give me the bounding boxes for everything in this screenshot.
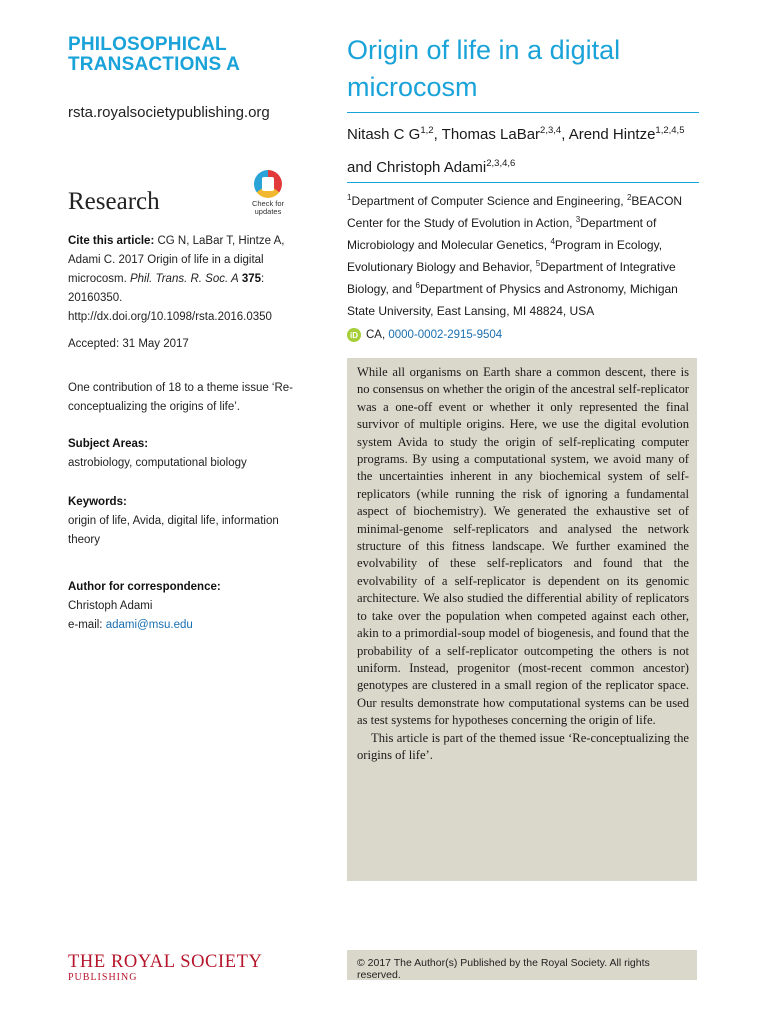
authors-rule <box>347 182 699 183</box>
orcid-prefix: CA, <box>366 329 389 341</box>
orcid-icon: iD <box>347 328 361 342</box>
affil-num: 2 <box>626 193 632 202</box>
subject-value: astrobiology, computational biology <box>68 457 247 469</box>
affil-text: Program in Ecology, Evolutionary Biology and Behavior, <box>347 238 663 274</box>
publisher-subname: PUBLISHING <box>68 972 138 983</box>
affil-text: Department of Computer Science and Engineering, <box>351 194 627 208</box>
copyright-notice: © 2017 The Author(s) Published by the Royal Society. All rights reserved. <box>347 950 697 980</box>
crossmark-icon <box>254 170 282 198</box>
journal-logo <box>68 35 240 75</box>
cite-label: Cite this article: <box>68 235 155 247</box>
orcid-link[interactable]: 0000-0002-2915-9504 <box>388 329 503 341</box>
title-rule <box>347 112 699 113</box>
theme-issue-note: One contribution of 18 to a theme issue ‘Re-conceptualizing the origins of life’. <box>68 382 294 413</box>
article-title: Origin of life in a digital microcosm <box>347 35 621 102</box>
affil-num: 3 <box>575 215 581 224</box>
correspondence <box>68 578 298 635</box>
crossmark-line1: Check for <box>251 199 285 208</box>
abstract-theme-note: This article is part of the themed issue ‘Re-conceptualizing the origins of life’. <box>357 730 689 762</box>
site-url[interactable]: rsta.royalsocietypublishing.org <box>68 104 270 121</box>
cite-pages: : 20160350. <box>68 273 265 304</box>
affil-text: BEACON Center for the Study of Evolution in Action, <box>347 194 683 230</box>
author-name: Nitash C G <box>347 126 421 143</box>
affil-num: 1 <box>347 193 352 202</box>
publisher-name: THE ROYAL SOCIETY <box>68 952 263 972</box>
author-affil: 1,2,4,5 <box>655 125 685 136</box>
cite-journal: Phil. Trans. R. Soc. A <box>129 273 239 285</box>
author-affil: 1,2 <box>420 125 434 136</box>
publisher-logo <box>68 952 263 984</box>
affil-num: 6 <box>415 281 420 290</box>
email-label: e-mail: <box>68 619 106 631</box>
journal-name-line2: TRANSACTIONS A <box>68 54 241 75</box>
accepted-date: Accepted: 31 May 2017 <box>68 338 189 350</box>
crossmark-line2: updates <box>254 207 282 216</box>
author-name: Arend Hintze <box>568 126 656 143</box>
keywords-value: origin of life, Avida, digital life, information theory <box>68 515 279 546</box>
affil-num: 4 <box>550 237 555 246</box>
orcid <box>347 328 502 342</box>
affil-text: Department of Integrative Biology, and <box>347 260 676 296</box>
author-sep: , <box>433 126 442 143</box>
cite-doi-link[interactable]: http://dx.doi.org/10.1098/rsta.2016.0350 <box>68 311 272 323</box>
affil-num: 5 <box>535 259 541 268</box>
abstract-text: While all organisms on Earth share a common descent, there is no consensus on whether the origin of the ancestral self-replicator was a one-off event or whether it only represented the final survivor of multiple origins. Here, we use the digital evolution system Avida to study the origin of self-replicating computer programs. By using a computational system, we avoid many of the uncertainties inherent in any biochemical system of self-replicators (while running the risk of ignoring a fundamental aspect of biochemistry). We generated the exhaustive set of minimal-genome self-replicators and analysed the network structure of this fitness landscape. We further examined the evolvability of these self-replicators and found that the evolvability of a self-replicator is dependent on its genomic architecture. We also studied the differential ability of replicators to take over the population when competed against each other, akin to a primordial-soup model of biogenesis, and found that the probability of a self-replicator outcompeting the others is not uniform. Instead, progenitor (most-recent common ancestor) genotypes are clustered in a small region of the replicator space. Our results demonstrate how computational systems can be used as test systems for hypotheses concerning the origin of life. <box>357 365 689 728</box>
check-for-updates-badge[interactable] <box>245 170 291 216</box>
author-name: Thomas LaBar <box>441 126 541 143</box>
correspondence-label: Author for correspondence: <box>68 581 221 593</box>
citation <box>68 232 298 327</box>
keywords <box>68 493 298 550</box>
journal-name-line1: PHILOSOPHICAL <box>68 34 227 55</box>
cite-text: CG N, LaBar T, Hintze A, Adami C. 2017 Origin of life in a digital microcosm. <box>68 235 285 285</box>
keywords-label: Keywords: <box>68 496 127 508</box>
affil-text: Department of Microbiology and Molecular Genetics, <box>347 216 657 252</box>
author-affil: 2,3,4 <box>540 125 562 136</box>
email-link[interactable]: adami@msu.edu <box>105 619 193 631</box>
cite-volume: 375 <box>238 273 262 285</box>
abstract-box <box>347 358 697 881</box>
affiliations <box>347 190 697 322</box>
correspondence-name: Christoph Adami <box>68 600 153 612</box>
affil-text: Department of Physics and Astronomy, Michigan State University, East Lansing, MI 48824, USA <box>347 282 678 318</box>
section-label: Research <box>68 188 160 215</box>
author-list <box>347 118 707 184</box>
author-affil: 2,3,4,6 <box>486 158 516 169</box>
author-name: and Christoph Adami <box>347 159 487 176</box>
author-sep: , <box>561 126 569 143</box>
subject-areas <box>68 435 298 473</box>
subject-label: Subject Areas: <box>68 438 149 450</box>
